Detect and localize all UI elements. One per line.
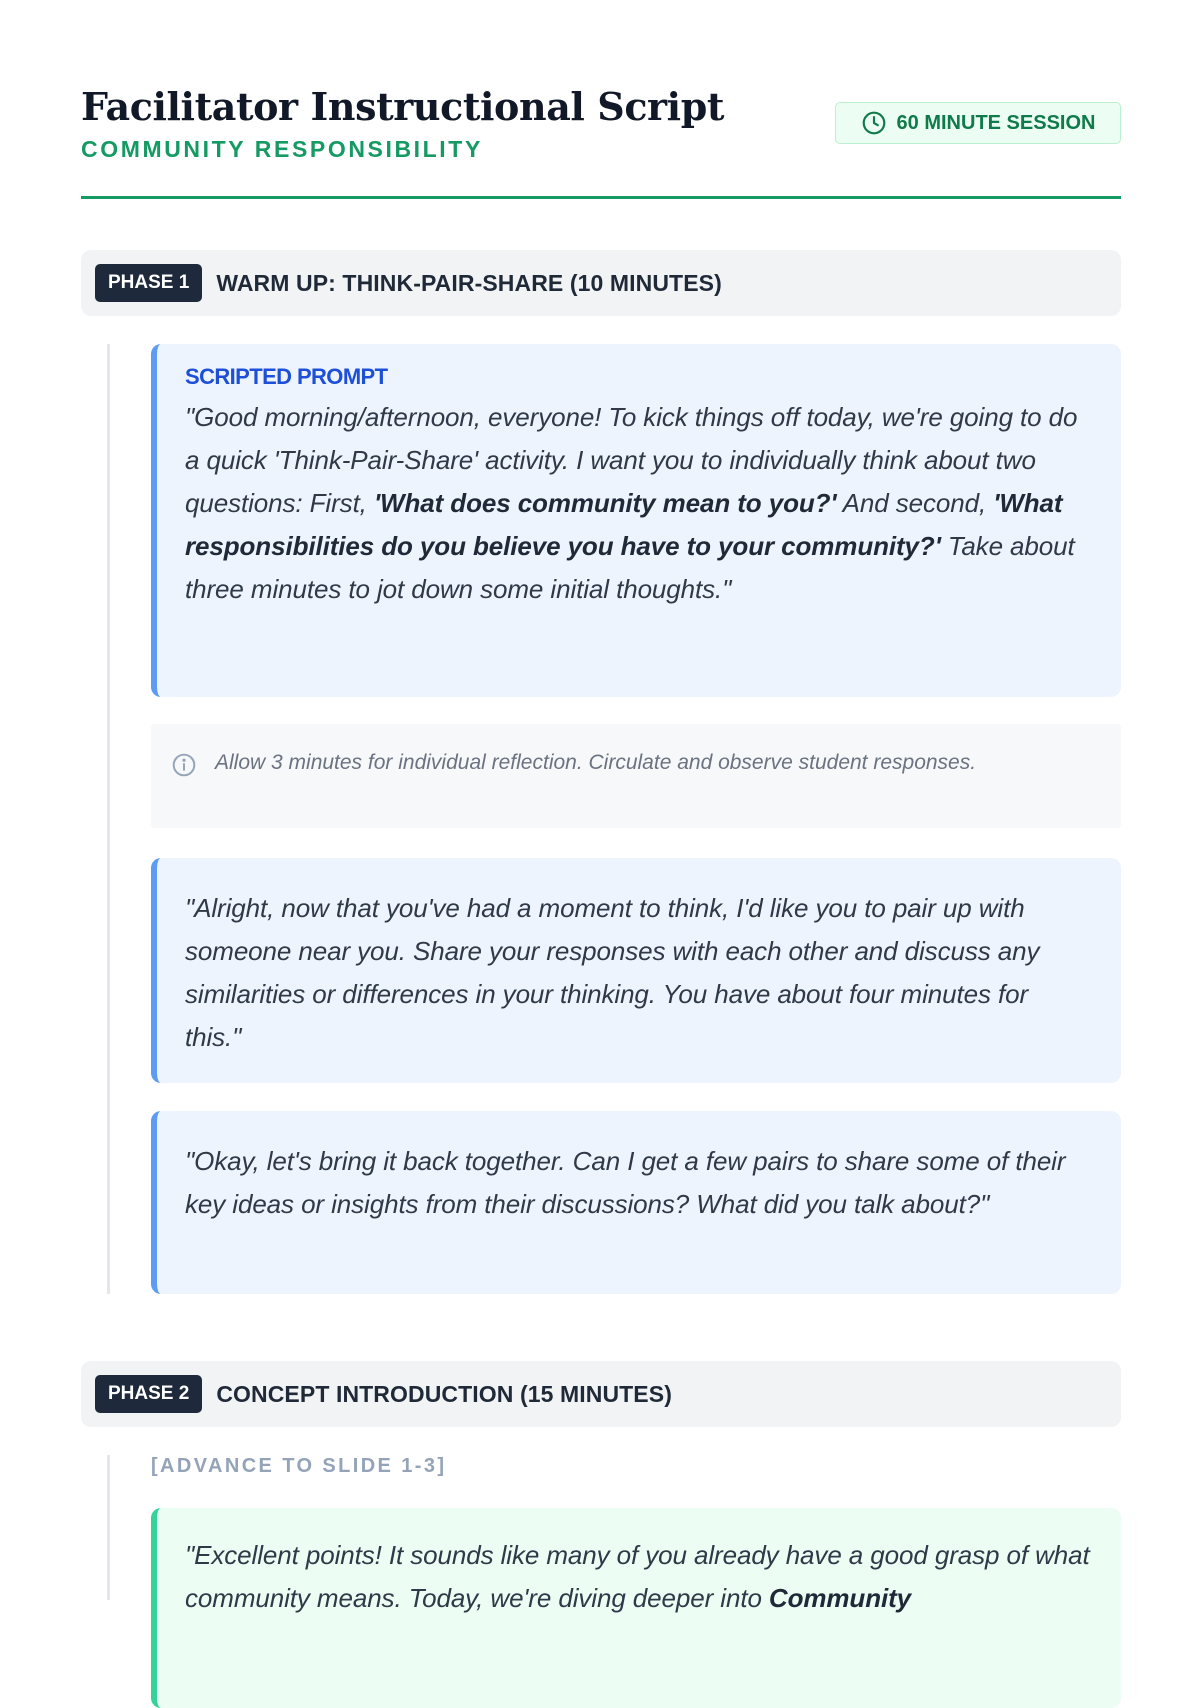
script-quote-card: [151, 1111, 1121, 1294]
clock-icon: [861, 110, 887, 136]
scripted-prompt-card: [151, 344, 1121, 697]
info-icon: [171, 752, 197, 778]
script-quote-card: [151, 1508, 1121, 1708]
facilitator-note: [151, 724, 1121, 828]
phase-1-rail: [107, 344, 110, 1294]
script-quote-text: "Alright, now that you've had a moment to think, I'd like you to pair up with someone near you. Share your responses with each other and discuss any similarities or differences in your thinking. You have about four minutes for this.": [185, 893, 1040, 1052]
session-badge-label: 60 MINUTE SESSION: [896, 111, 1096, 134]
scripted-prompt-label: SCRIPTED PROMPT: [185, 364, 388, 389]
phase-tag: PHASE 1: [95, 264, 202, 302]
page-subtitle: COMMUNITY RESPONSIBILITY: [81, 136, 483, 162]
session-length-badge: [835, 102, 1121, 144]
phase-title: CONCEPT INTRODUCTION (15 MINUTES): [216, 1380, 672, 1407]
phase-2-rail: [107, 1455, 110, 1600]
phase-title: WARM UP: THINK-PAIR-SHARE (10 MINUTES): [216, 269, 722, 296]
page-header: [81, 84, 1121, 199]
phase-tag: PHASE 2: [95, 1375, 202, 1413]
script-quote-text: "Okay, let's bring it back together. Can I get a few pairs to share some of their key ideas or insights from their discussions? What did you talk about?": [185, 1146, 1066, 1219]
scripted-prompt-text: "Good morning/afternoon, everyone! To kick things off today, we're going to do a quick 'Think-Pair-Share' activity. I want you to individually think about two questions: First, 'What does community mean to you?' And second, 'What responsibilities do you believe you have to your community?' Take about three minutes to jot down some initial thoughts.": [185, 402, 1078, 604]
script-quote-text: "Excellent points! It sounds like many of you already have a good grasp of what community means. Today, we're diving deeper into Community: [185, 1540, 1090, 1613]
script-quote-card: [151, 858, 1121, 1083]
page-title: Facilitator Instructional Script: [81, 84, 725, 129]
phase-2-header: [81, 1361, 1121, 1427]
slide-cue: [ADVANCE TO SLIDE 1-3]: [151, 1455, 447, 1477]
facilitator-note-text: Allow 3 minutes for individual reflection. Circulate and observe student responses.: [215, 751, 977, 774]
phase-1-header: [81, 250, 1121, 316]
